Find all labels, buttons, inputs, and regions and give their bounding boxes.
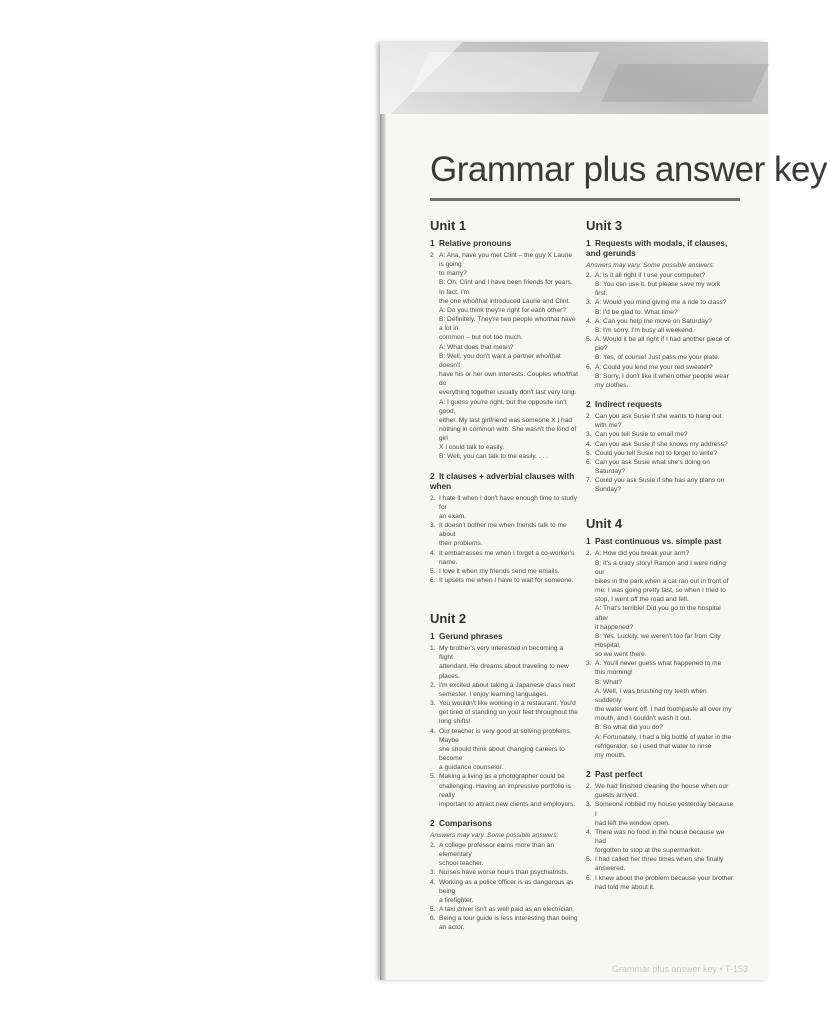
- answer-line: [586, 742, 734, 751]
- answer-text: A: I guess you're right, but the opposite isn't good,: [439, 398, 567, 415]
- answer-line: [586, 449, 734, 458]
- answer-line: [586, 874, 734, 883]
- answer-text: I hate it when I don't have enough time to study for: [439, 494, 577, 511]
- section-heading: 2 Past perfect: [586, 769, 643, 780]
- answer-line: [430, 306, 578, 315]
- answer-text: B: I'm sorry. I'm busy all weekend.: [595, 326, 695, 334]
- answer-line: [586, 864, 734, 873]
- item-number: 4.: [586, 828, 592, 836]
- answer-line: [430, 370, 578, 388]
- item-number: 2.: [586, 550, 592, 558]
- answer-list: [430, 251, 578, 462]
- answer-line: [430, 708, 578, 717]
- answer-line: [586, 828, 734, 846]
- item-number: 2.: [430, 494, 436, 502]
- answer-text: common – but not too much.: [439, 334, 523, 342]
- answer-list: [430, 644, 578, 809]
- answer-text: this morning!: [595, 669, 633, 677]
- answer-line: [430, 896, 578, 905]
- item-number: 3.: [430, 522, 436, 530]
- answer-line: [430, 763, 578, 772]
- answer-line: [586, 298, 734, 307]
- answer-text: A: You'll never guess what happened to me: [595, 660, 722, 668]
- answer-list: [586, 271, 734, 390]
- answer-text: B: You can use it, but please save my work first.: [595, 281, 721, 298]
- answer-text: guests arrived.: [595, 792, 639, 800]
- answer-line: [586, 372, 734, 381]
- section-note: Answers may vary. Some possible answers:: [586, 262, 715, 269]
- section-heading: 1 Past continuous vs. simple past: [586, 536, 722, 547]
- answer-line: [586, 280, 734, 298]
- answer-line: [430, 878, 578, 896]
- answer-text: the one who/that introduced Laurie and Clint.: [439, 297, 571, 305]
- answer-line: [586, 440, 734, 449]
- answer-text: either. My last girlfriend was someone X I had: [439, 416, 573, 424]
- answer-line: [586, 595, 734, 604]
- item-number: 6.: [430, 915, 436, 923]
- answer-text: Working as a police officer is as dangerous as being: [439, 878, 574, 895]
- answer-text: B: Definitely. They're two people who/that have a lot in: [439, 316, 576, 333]
- answer-text: I knew about the problem because your brother: [595, 874, 734, 882]
- answer-text: It embarrasses me when I forget a co-worker's name.: [439, 549, 575, 566]
- answer-line: [430, 352, 578, 370]
- answer-line: [586, 353, 734, 362]
- answer-text: mouth, and I couldn't wash it out.: [595, 715, 692, 723]
- answer-text: she should think about changing careers to become: [439, 745, 565, 763]
- answer-line: [586, 412, 734, 430]
- answer-text: There was no food in the house because we had: [595, 828, 725, 845]
- unit-heading: Unit 2: [430, 611, 467, 627]
- answer-text: A: How did you break your arm?: [595, 550, 690, 558]
- answer-text: Can you ask Susie what she's doing on Saturday?: [595, 458, 710, 475]
- answer-line: [430, 662, 578, 680]
- answer-line: [586, 846, 734, 855]
- answer-list: [586, 782, 734, 892]
- answer-line: [586, 326, 734, 335]
- section-note: Answers may vary. Some possible answers:: [430, 831, 559, 839]
- answer-line: [430, 800, 578, 809]
- answer-text: My brother's very interested in becoming a flight: [439, 645, 564, 662]
- answer-line: [430, 905, 578, 914]
- answer-line: [430, 772, 578, 781]
- answer-text: B: Yes. Luckily, we weren't too far from City Hospital,: [595, 632, 721, 649]
- item-number: 2.: [430, 681, 436, 689]
- answer-text: We had finished cleaning the house when our: [595, 783, 729, 791]
- answer-list: [430, 494, 578, 586]
- answer-line: [586, 705, 734, 714]
- item-number: 7.: [586, 477, 592, 485]
- section-heading: 1 Relative pronouns: [430, 238, 512, 248]
- answer-line: [586, 687, 734, 705]
- answer-text: A: That's terrible! Did you go to the hospital after: [595, 605, 721, 622]
- answer-line: [430, 398, 578, 416]
- answer-text: I had called her three times when she finally: [595, 856, 724, 864]
- item-number: 5.: [586, 449, 592, 457]
- item-number: 4.: [430, 549, 436, 557]
- answer-key-page: [380, 42, 827, 980]
- answer-line: [430, 549, 578, 567]
- answer-text: stop, I went off the road and fell.: [595, 596, 689, 604]
- answer-text: challenging. Having an impressive portfolio is really: [439, 782, 571, 799]
- answer-text: X I could talk to easily.: [439, 444, 505, 452]
- answer-text: an actor.: [439, 924, 465, 932]
- item-number: 2.: [430, 841, 436, 849]
- answer-text: A: Well, I was brushing my teeth when suddenly: [595, 687, 707, 704]
- item-number: 4.: [586, 317, 592, 325]
- answer-line: [430, 269, 578, 278]
- item-number: 1.: [430, 645, 436, 653]
- answer-text: bikes in the park when a cat ran out in front of: [595, 577, 729, 585]
- right-column: [586, 218, 734, 892]
- item-number: 3.: [586, 660, 592, 668]
- item-number: 6.: [586, 874, 592, 882]
- answer-line: [430, 539, 578, 548]
- answer-line: [586, 559, 734, 577]
- answer-text: a firefighter.: [439, 896, 474, 904]
- answer-line: [430, 690, 578, 699]
- answer-text: Someone robbed my house yesterday because I: [595, 801, 734, 818]
- answer-line: [430, 297, 578, 306]
- answer-line: [430, 868, 578, 877]
- answer-text: Being a tour guide is less interesting than being: [439, 915, 578, 923]
- answer-line: [430, 644, 578, 662]
- answer-list: [586, 412, 734, 494]
- answer-line: [586, 659, 734, 668]
- answer-line: [430, 416, 578, 425]
- answer-line: [586, 586, 734, 595]
- answer-line: [586, 335, 734, 353]
- item-number: 5.: [430, 773, 436, 781]
- answer-line: [430, 494, 578, 512]
- answer-text: Our teacher is very good at solving problems. Maybe: [439, 727, 572, 744]
- item-number: 6.: [430, 577, 436, 584]
- section-heading: 1 Gerund phrases: [430, 631, 503, 642]
- answer-text: Could you ask Susie if she has any plans on Sunday?: [595, 477, 725, 494]
- answer-line: [430, 425, 578, 443]
- answer-line: [430, 388, 578, 397]
- answer-line: [586, 363, 734, 372]
- answer-line: [430, 443, 578, 452]
- item-number: 5.: [430, 906, 436, 914]
- item-number: 3.: [586, 801, 592, 809]
- section-heading: 2 Comparisons: [430, 817, 493, 828]
- answer-text: A: Do you think they're right for each other?: [439, 306, 566, 314]
- answer-text: the water went off. I had toothpaste all over my: [595, 706, 732, 714]
- answer-line: [586, 308, 734, 317]
- answer-line: [586, 855, 734, 864]
- answer-line: [430, 782, 578, 800]
- answer-text: A: Would it be all right if I had another piece of pie?: [595, 336, 730, 353]
- answer-text: B: What?: [595, 678, 623, 686]
- unit-heading: Unit 3: [586, 218, 623, 233]
- answer-text: A taxi driver isn't as well paid as an electrician.: [439, 906, 575, 914]
- item-number: 3.: [430, 700, 436, 708]
- answer-line: [586, 800, 734, 818]
- answer-text: get tired of standing on your feet throughout the: [439, 709, 578, 717]
- section-heading: 2 Indirect requests: [586, 399, 662, 410]
- answer-text: my mouth.: [595, 751, 626, 759]
- answer-text: my clothes.: [595, 381, 629, 389]
- answer-text: nothing in common with. She wasn't the kind of girl: [439, 425, 577, 443]
- answer-text: B: Yes, of course! Just pass me your plate.: [595, 354, 720, 362]
- item-number: 2.: [586, 783, 592, 791]
- item-number: 5.: [586, 336, 592, 344]
- answer-line: [586, 381, 734, 390]
- answer-text: me. I was going pretty fast, so when I tried to: [595, 587, 726, 595]
- answer-text: It doesn't bother me when friends talk to me about: [439, 522, 567, 539]
- answer-line: [430, 576, 578, 585]
- answer-text: have his or her own interests. Couples who/that do: [439, 371, 578, 388]
- answer-line: [430, 278, 578, 296]
- item-number: 4.: [430, 727, 436, 735]
- answer-text: I love it when my friends send me emails.: [439, 567, 560, 575]
- answer-line: [430, 343, 578, 352]
- answer-text: answered.: [595, 865, 626, 873]
- answer-text: refrigerator, so I used that water to rinse: [595, 742, 712, 750]
- answer-text: had told me about it.: [595, 883, 655, 891]
- answer-text: their problems.: [439, 540, 483, 548]
- item-number: 2.: [586, 413, 592, 421]
- answer-text: A: What does that mean?: [439, 343, 514, 351]
- answer-line: [430, 717, 578, 726]
- answer-text: Could you tell Susie not to forget to write?: [595, 449, 718, 457]
- answer-text: A: Is it all right if I use your computer?: [595, 272, 706, 279]
- answer-line: [586, 632, 734, 650]
- answer-text: B: I'd be glad to. What time?: [595, 308, 678, 316]
- answer-text: B: Oh, Clint and I have been friends for years. In fact, I'm: [439, 279, 573, 296]
- answer-line: [586, 723, 734, 732]
- answer-line: [586, 714, 734, 723]
- answer-line: [430, 681, 578, 690]
- answer-line: [430, 841, 578, 859]
- answer-text: You wouldn't like working in a restaurant. You'd: [439, 700, 576, 708]
- answer-text: B: Well, you can talk to me easily. . . .: [439, 453, 548, 461]
- page-spine-shadow: [380, 42, 386, 980]
- answer-line: [586, 623, 734, 632]
- answer-line: [430, 859, 578, 868]
- answer-text: had left the window open.: [595, 819, 670, 827]
- answer-text: A: Fortunately, I had a big bottle of water in the: [595, 733, 732, 741]
- answer-text: B: Well, you don't want a partner who/that doesn't: [439, 352, 561, 369]
- title-divider: [430, 198, 740, 201]
- answer-text: important to attract new clients and employers.: [439, 800, 576, 808]
- answer-text: Making a living as a photographer could be: [439, 773, 565, 781]
- answer-line: [430, 251, 578, 269]
- answer-line: [430, 567, 578, 576]
- answer-text: Nurses have worse hours than psychiatrists.: [439, 869, 569, 877]
- item-number: 5.: [430, 567, 436, 575]
- item-number: 2.: [586, 272, 592, 279]
- answer-line: [586, 678, 734, 687]
- answer-line: [430, 333, 578, 342]
- answer-text: Can you tell Susie to email me?: [595, 431, 688, 439]
- answer-text: B: It's a crazy story! Ramon and I were riding our: [595, 559, 726, 576]
- item-number: 5.: [586, 856, 592, 864]
- answer-text: B: So what did you do?: [595, 724, 663, 732]
- answer-text: A: Ana, have you met Clint – the guy X Laurie is going: [439, 252, 573, 269]
- answer-line: [430, 452, 578, 461]
- answer-text: semester. I enjoy learning languages.: [439, 690, 549, 698]
- banner-decoration: [601, 64, 769, 102]
- answer-line: [586, 271, 734, 280]
- answer-list: [586, 549, 734, 760]
- answer-line: [586, 577, 734, 586]
- answer-line: [430, 521, 578, 539]
- page-title: Grammar plus answer key: [430, 150, 827, 189]
- answer-text: A college professor earns more than an elementary: [439, 841, 555, 859]
- answer-text: it happened?: [595, 623, 634, 631]
- answer-line: [430, 315, 578, 333]
- answer-line: [586, 819, 734, 828]
- answer-line: [586, 791, 734, 800]
- answer-line: [430, 699, 578, 708]
- item-number: 3.: [586, 299, 592, 307]
- answer-line: [586, 476, 734, 494]
- item-number: 6.: [586, 458, 592, 466]
- answer-line: [586, 604, 734, 622]
- answer-line: [586, 733, 734, 742]
- answer-text: so we went there.: [595, 651, 647, 659]
- answer-text: an exam.: [439, 512, 467, 520]
- answer-text: a guidance counselor.: [439, 764, 504, 772]
- answer-line: [586, 549, 734, 558]
- answer-text: A: Can you help me move on Saturday?: [595, 317, 712, 325]
- answer-line: [586, 782, 734, 791]
- banner-decoration: [411, 52, 600, 92]
- answer-text: A: Would you mind giving me a ride to class?: [595, 299, 727, 307]
- answer-line: [586, 430, 734, 439]
- page-footer: Grammar plus answer key • T-153: [612, 964, 749, 974]
- answer-text: forgotten to stop at the supermarket.: [595, 847, 702, 855]
- answer-text: I'm excited about taking a Japanese class next: [439, 681, 576, 689]
- answer-text: It upsets me when I have to wait for someone.: [439, 577, 574, 584]
- answer-line: [586, 650, 734, 659]
- answer-text: attendant. He dreams about traveling to new places.: [439, 663, 569, 680]
- item-number: 3.: [430, 869, 436, 877]
- left-column: [430, 218, 578, 933]
- item-number: 3.: [586, 431, 592, 439]
- unit-heading: Unit 4: [586, 516, 623, 532]
- answer-line: [430, 914, 578, 923]
- answer-line: [586, 458, 734, 476]
- answer-line: [586, 317, 734, 326]
- answer-text: to marry?: [439, 270, 467, 278]
- answer-text: everything together usually don't last very long.: [439, 389, 577, 397]
- answer-text: A: Could you lend me your red sweater?: [595, 363, 713, 371]
- item-number: 4.: [430, 878, 436, 886]
- answer-text: Can you ask Susie if she knows my address?: [595, 440, 728, 448]
- section-heading: 2 It clauses + adverbial clauses with when: [430, 470, 575, 491]
- answer-line: [430, 727, 578, 745]
- answer-line: [430, 923, 578, 932]
- answer-list: [430, 841, 578, 933]
- section-heading: 1 Requests with modals, if clauses, and gerunds: [586, 238, 728, 258]
- answer-text: B: Sorry, I don't like it when other people wear: [595, 372, 729, 380]
- answer-line: [586, 668, 734, 677]
- answer-text: long shifts!: [439, 718, 471, 726]
- answer-line: [586, 751, 734, 760]
- item-number: 4.: [586, 440, 592, 448]
- header-banner: [380, 42, 768, 114]
- answer-text: school teacher.: [439, 860, 484, 868]
- answer-line: [430, 512, 578, 521]
- unit-heading: Unit 1: [430, 218, 467, 233]
- item-number: 2: [430, 252, 434, 259]
- answer-line: [586, 883, 734, 892]
- answer-line: [430, 745, 578, 763]
- answer-text: Can you ask Susie if she wants to hang out with me?: [595, 413, 722, 430]
- item-number: 6.: [586, 363, 592, 371]
